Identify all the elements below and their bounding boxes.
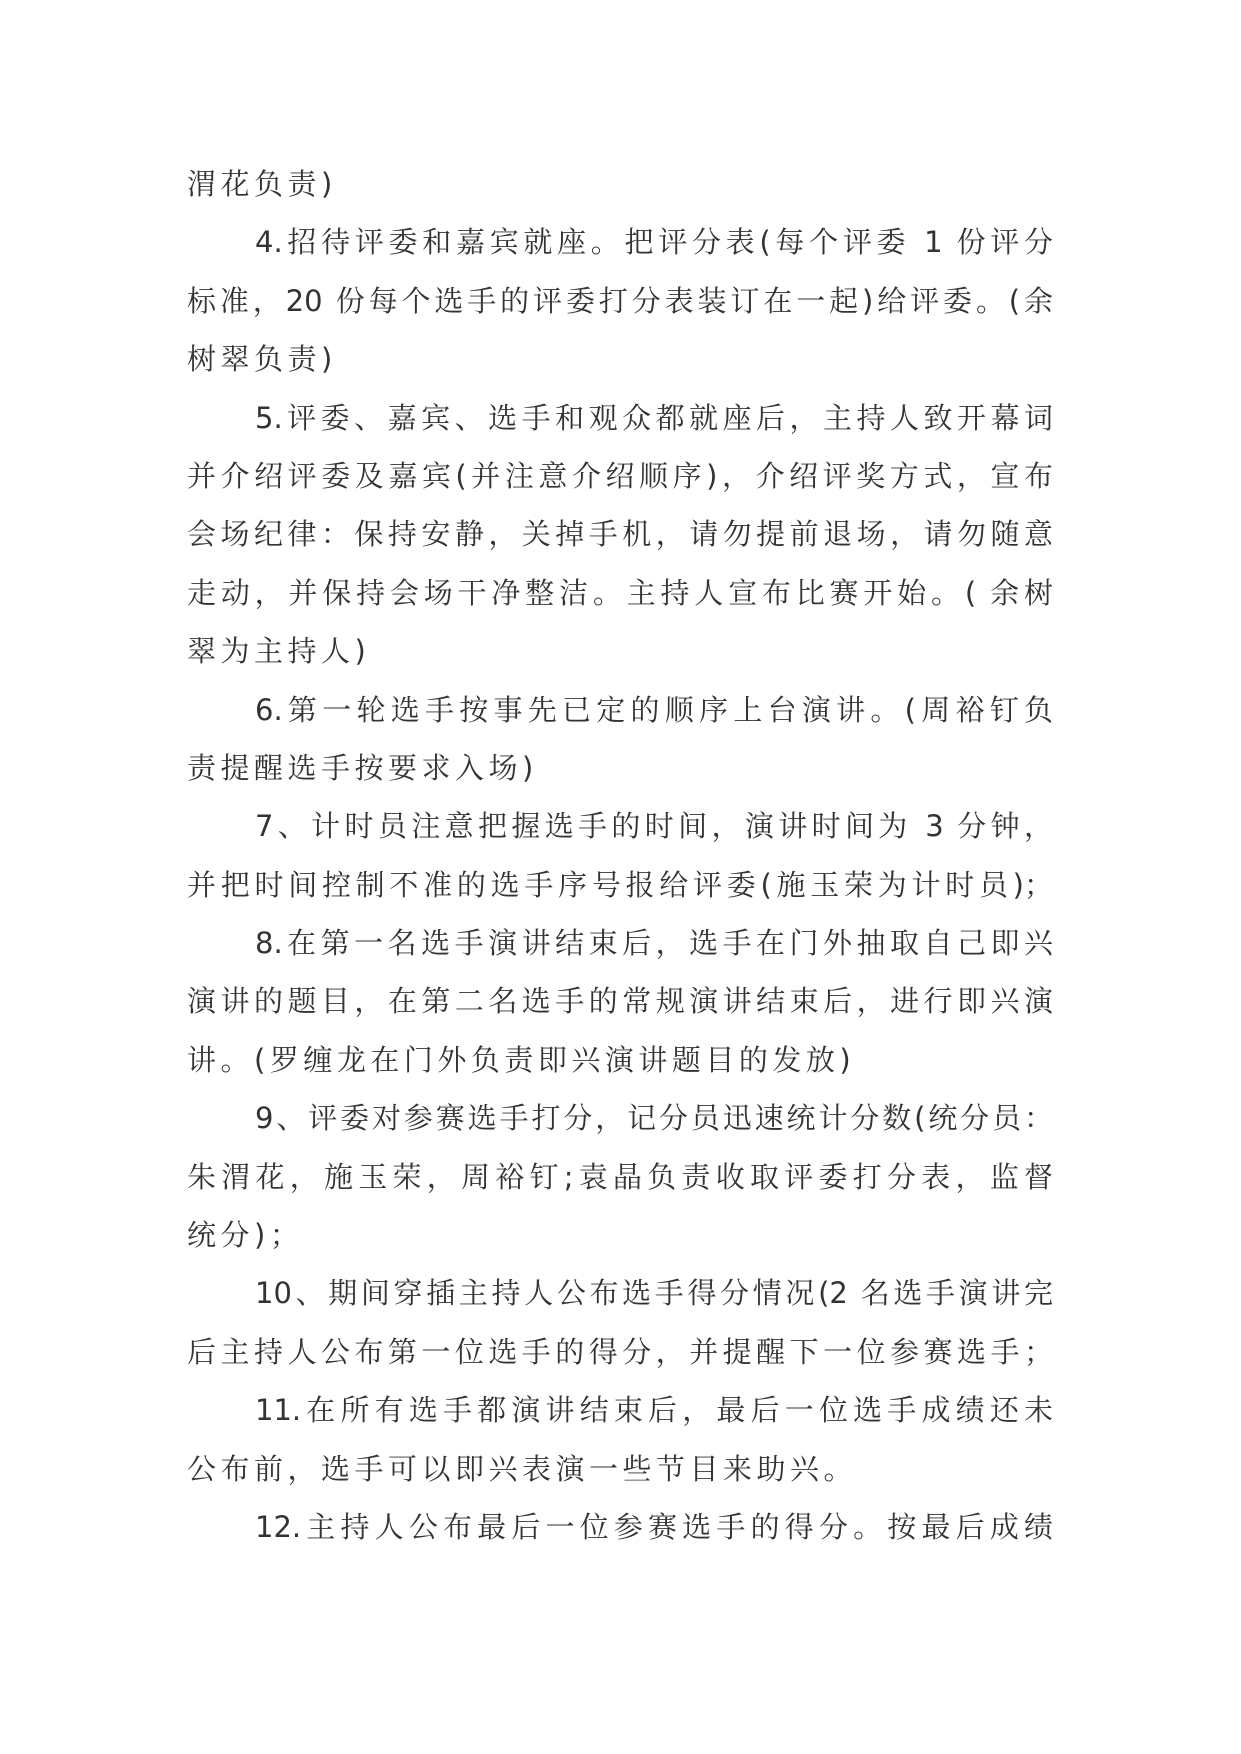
paragraph-10-start: 10、期间穿插主持人公布选手得分情况(2 名选手演讲完 xyxy=(255,1276,1053,1311)
paragraph-5-start: 5.评委、嘉宾、选手和观众都就座后，主持人致开幕词 xyxy=(255,400,1053,435)
text-line: 树翠负责) xyxy=(187,342,337,377)
text-line: 并把时间控制不准的选手序号报给评委(施玉荣为计时员)； xyxy=(187,867,1053,902)
text-line: 渭花负责) xyxy=(187,167,337,201)
text-line: 会场纪律：保持安静，关掉手机，请勿提前退场，请勿随意 xyxy=(187,517,1053,552)
text-line: 并介绍评委及嘉宾(并注意介绍顺序)，介绍评奖方式，宣布 xyxy=(187,458,1053,493)
paragraph-4-start: 4.招待评委和嘉宾就座。把评分表(每个评委 1 份评分 xyxy=(255,225,1053,260)
paragraph-9-start: 9、评委对参赛选手打分，记分员迅速统计分数(统分员： xyxy=(255,1101,1053,1136)
paragraph-11-start: 11.在所有选手都演讲结束后，最后一位选手成绩还未 xyxy=(255,1393,1053,1428)
text-line: 讲。(罗缠龙在门外负责即兴演讲题目的发放) xyxy=(187,1042,856,1077)
paragraph-12-start: 12.主持人公布最后一位参赛选手的得分。按最后成绩 xyxy=(255,1509,1053,1544)
paragraph-7-start: 7、计时员注意把握选手的时间，演讲时间为 3 分钟， xyxy=(255,809,1053,844)
paragraph-6-start: 6.第一轮选手按事先已定的顺序上台演讲。(周裕钉负 xyxy=(255,692,1053,727)
text-line: 朱渭花，施玉荣，周裕钉;袁晶负责收取评委打分表，监督 xyxy=(187,1159,1053,1194)
text-line: 演讲的题目，在第二名选手的常规演讲结束后，进行即兴演 xyxy=(187,984,1053,1019)
paragraph-8-start: 8.在第一名选手演讲结束后，选手在门外抽取自己即兴 xyxy=(255,926,1053,961)
text-line: 统分)； xyxy=(187,1218,304,1253)
text-line: 后主持人公布第一位选手的得分，并提醒下一位参赛选手； xyxy=(187,1334,1053,1369)
text-line: 责提醒选手按要求入场) xyxy=(187,750,538,785)
text-line: 公布前，选手可以即兴表演一些节目来助兴。 xyxy=(187,1451,858,1486)
document-body xyxy=(187,155,1053,1556)
text-line: 标准，20 份每个选手的评委打分表装订在一起)给评委。(余 xyxy=(187,283,1053,318)
text-line: 翠为主持人) xyxy=(187,634,371,669)
text-line: 走动，并保持会场干净整洁。主持人宣布比赛开始。( 余树 xyxy=(187,575,1053,610)
